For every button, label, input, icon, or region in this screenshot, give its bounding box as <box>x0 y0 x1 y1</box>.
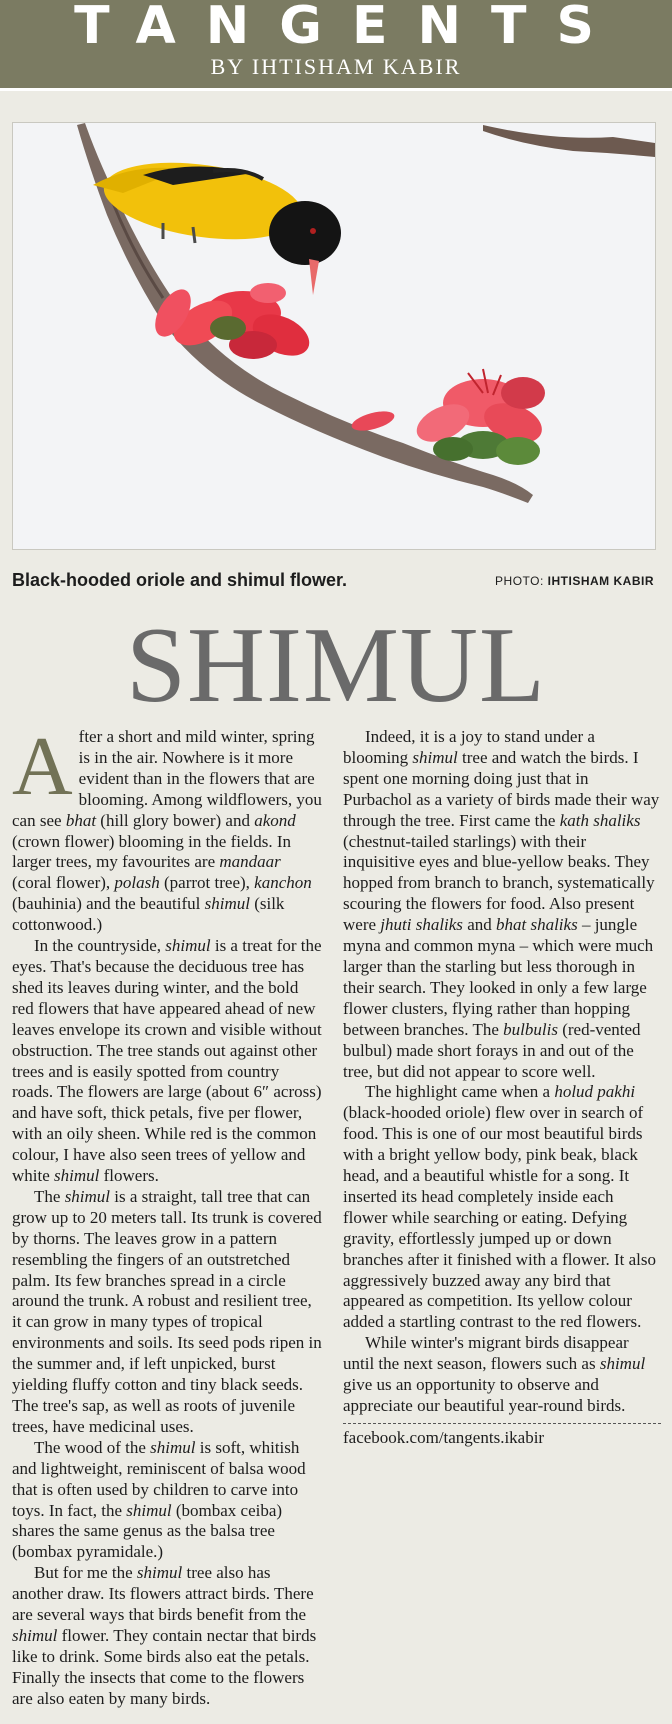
credit-label: PHOTO: <box>495 574 544 588</box>
article-column-right <box>343 727 661 1449</box>
paragraph-4: The wood of the shimul is soft, whitish and lightweight, reminiscent of balsa wood that is often used by children to carve into toys. In fact, the shimul (bombax ceiba) shares the same genus as the balsa tree (bombax pyramidale.) <box>12 1437 306 1562</box>
masthead-title: TANGENTS <box>74 0 624 56</box>
article-headline: SHIMUL <box>125 606 547 725</box>
article-photo <box>12 122 656 550</box>
paragraph-8: While winter's migrant birds disappear until the next season, flowers such as shimul give us an opportunity to observe and appreciate our beautiful year-round birds. <box>343 1333 646 1415</box>
paragraph-7: The highlight came when a holud pakhi (black-hooded oriole) flew over in search of food. This is one of our most beautiful birds with a bright yellow body, pink beak, black head, and a beautiful whistle for a song. It inserted its head completely inside each flower while searching or eating. Defying gravity, effortlessly jumped up or down branches after it finished with a flower. It also aggressively buzzed away any bird that appeared as competition. Its yellow colour added a startling contrast to the red flowers. <box>343 1082 656 1332</box>
paragraph-3: The shimul is a straight, tall tree that can grow up to 20 meters tall. Its trunk is covered by thorns. The leaves grow in a pattern resembling the fingers of an outstretched palm. Its few branches spread in a circle around the trunk. A robust and resilient tree, it can grow in many types of tropical environments and soils. Its seed pods ripen in the summer and, if left unpicked, burst yielding fluffy cotton and tiny black seeds. The tree's sap, as well as roots of juvenile trees, have medicinal uses. <box>12 1186 322 1436</box>
drop-cap: A <box>12 720 73 813</box>
photo-credit <box>495 574 654 588</box>
article-column-left <box>12 720 322 1710</box>
photo-caption: Black-hooded oriole and shimul flower. <box>12 570 348 590</box>
footer-divider <box>343 1423 661 1424</box>
facebook-link[interactable]: facebook.com/tangents.ikabir <box>343 1427 545 1447</box>
paragraph-2: In the countryside, shimul is a treat for the eyes. That's because the deciduous tree has shed its leaves during winter, and the bold red flowers that have appeared ahead of new leaves envelope its crown and visible without obstruction. The tree stands out against other trees and is easily spotted from country roads. The flowers are large (about 6″ across) and have soft, thick petals, five per flower, with an oily sheen. While red is the common colour, I have also seen trees of yellow and white shimul flowers. <box>12 936 322 1186</box>
paragraph-1: After a short and mild winter, spring is in the air. Nowhere is it more evident than in the flowers that are blooming. Among wildflowers, you can see bhat (hill glory bower) and akond (crown flower) blooming in the fields. In larger trees, my favourites are mandaar (coral flower), polash (parrot tree), kanchon (bauhinia) and the beautiful shimul (silk cottonwood.) <box>12 720 322 935</box>
masthead-byline: BY IHTISHAM KABIR <box>210 54 462 79</box>
credit-name: IHTISHAM KABIR <box>547 574 654 588</box>
paragraph-5-start: But for me the shimul tree also has another draw. Its flowers attract birds. There are several ways that birds benefit from the shimul flower. They contain nectar that birds like to drink. Some birds also eat the petals. Finally the insects that come to the flowers are also eaten by many birds. <box>12 1563 317 1708</box>
oriole-shimul-illustration <box>13 123 655 549</box>
masthead <box>0 0 672 91</box>
paragraph-6: Indeed, it is a joy to stand under a blooming shimul tree and watch the birds. I spent one morning doing just that in Purbachol as a variety of birds made their way through the tree. First came the kath shaliks (chestnut-tailed starlings) with their inquisitive eyes and blue-yellow beaks. They hopped from branch to branch, systematically scouring the flowers for food. Also present were jhuti shaliks and bhat shaliks – jungle myna and common myna – which were much larger than the starling but less thorough in their search. They looked in only a few large flower clusters, flying rather than hopping between branches. The bulbulis (red-vented bulbul) made short forays in and out of the tree, but did not appear to score well. <box>343 727 660 1081</box>
